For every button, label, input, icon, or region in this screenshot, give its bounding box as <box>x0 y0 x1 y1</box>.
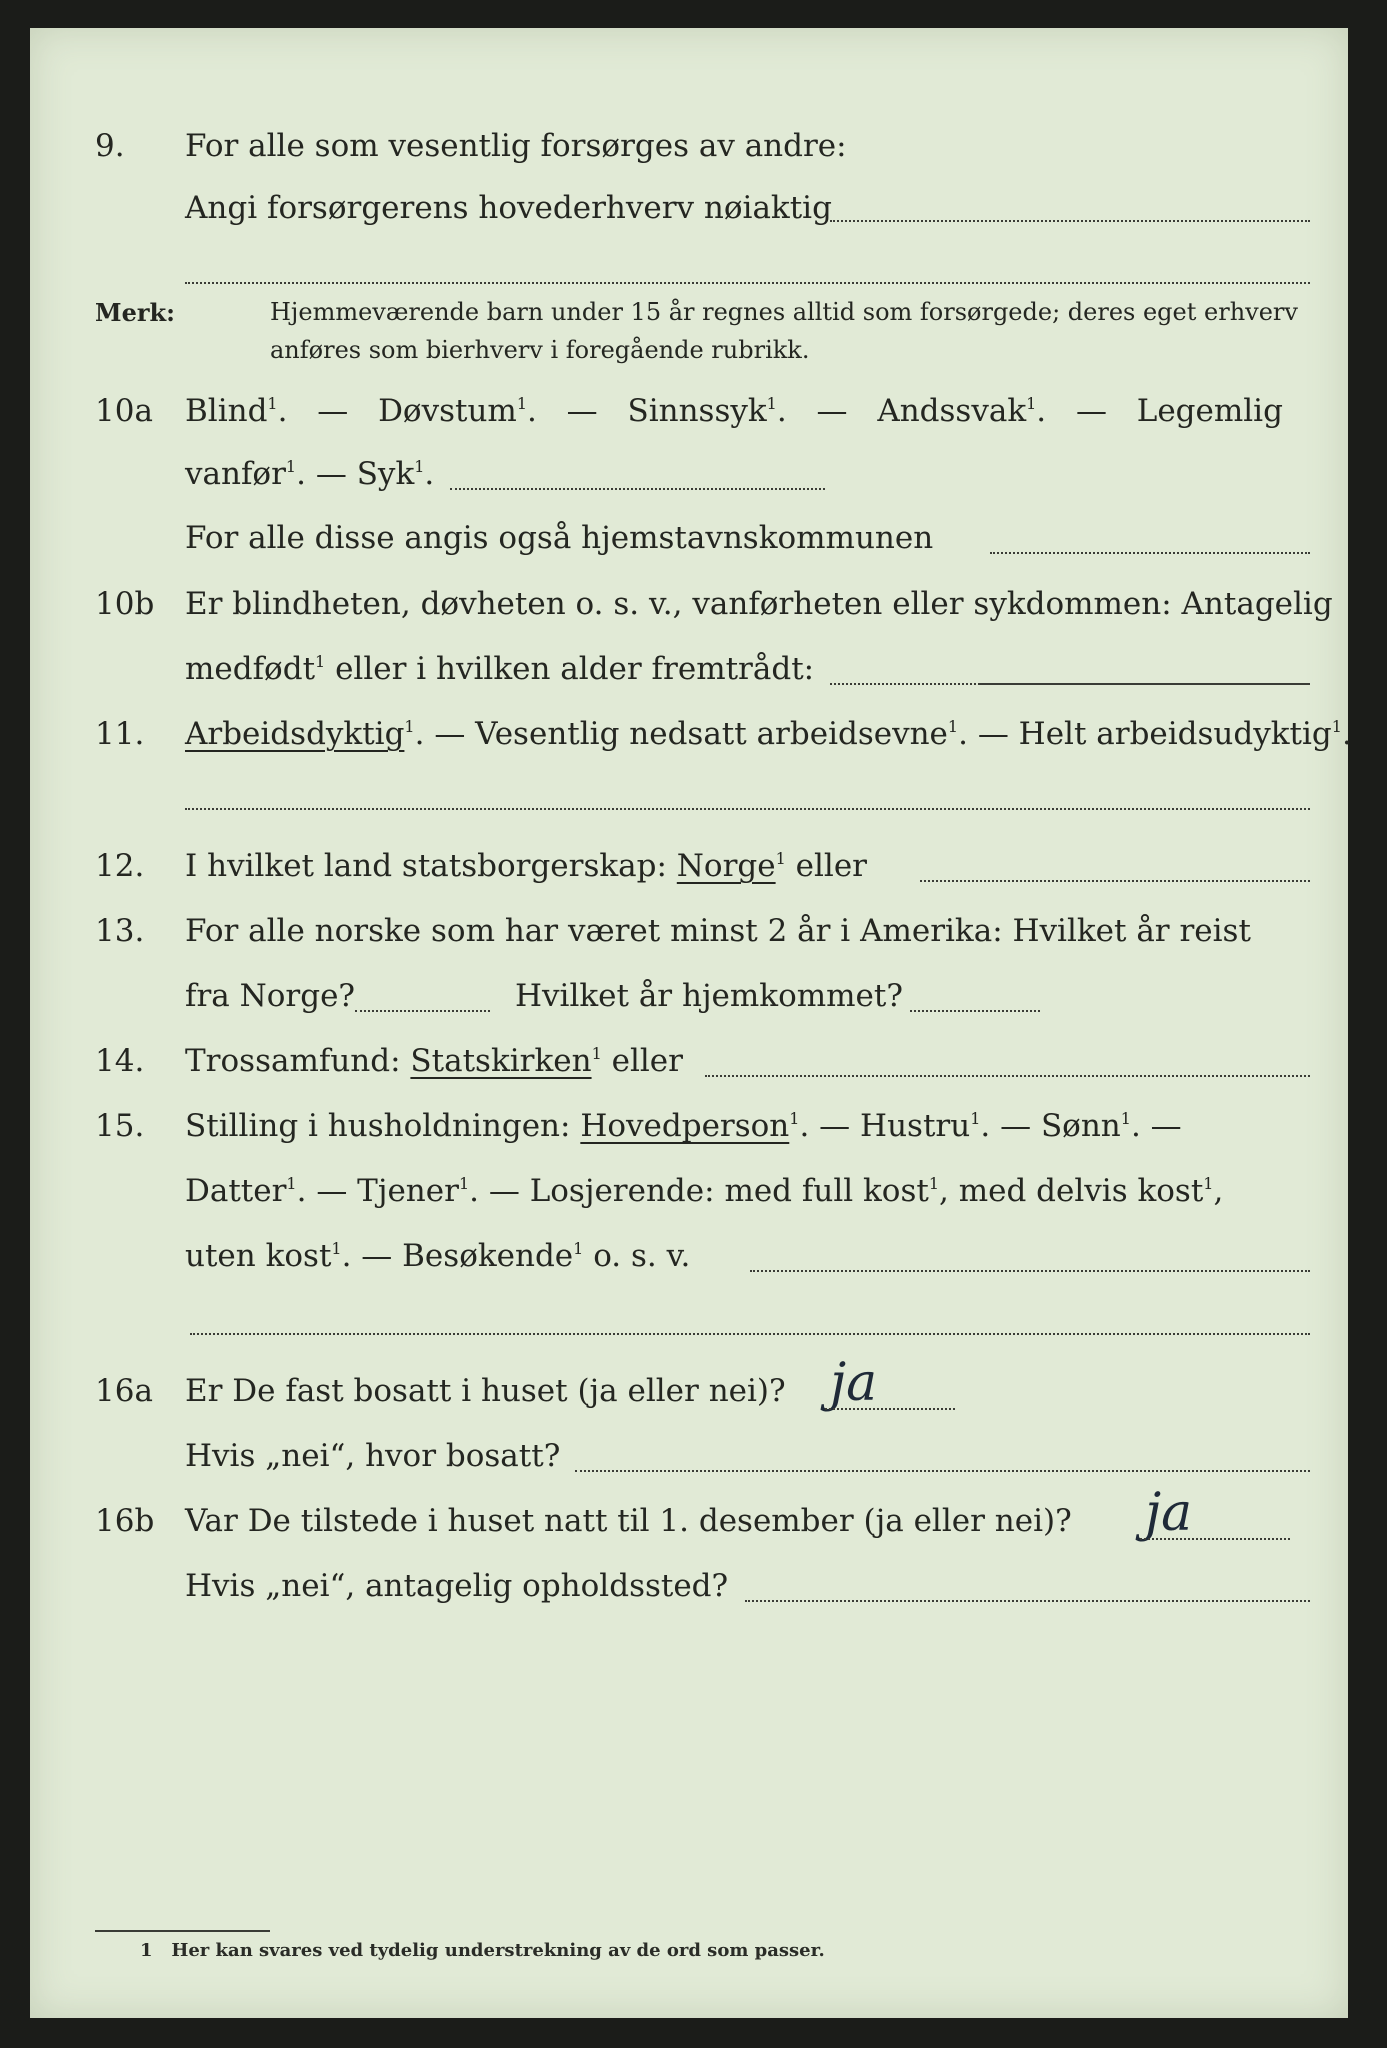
answer-line[interactable] <box>575 1470 1310 1472</box>
answer-line[interactable] <box>355 1010 490 1012</box>
dash: — <box>816 393 848 429</box>
census-form-page: 9. For alle som vesentlig forsørges av andre: Angi forsørgerens hovederhverv nøiaktig Merk: Hjemmeværende barn under 15 år regnes alltid som forsørgede; deres eget erhverv anføres som bierhverv i foregående rubrikk. 10a Blind$^1$. — Døvstum$^1$. — Sinnssyk$^1$. — Andssvak$^1$. — Legemlig vanfør$^1$. — Syk$^1$. For alle disse angis også hjemstavnskommunen 10b Er blindheten, døvheten o. s. v., vanførheten eller sykdommen: Antagelig medfødt$^1$ eller i hvilken alder fremtrådt: 11. Arbeidsdyktig$^1$. — Vesentlig nedsatt arbeidsevne$^1$. — Helt arbeidsudyktig$^1$. 12. I hvilket land statsborgerskap: Norge$^1$ eller 13. For alle norske som har været minst 2 år i Amerika: Hvilket år reist fra Norge? Hvilket år hjemkommet? 14. Trossamfund: Statskirken$^1$ eller 15. Stilling i husholdningen: Hovedperson$^1$. — Hustru$^1$. — Sønn$^1$. — Datter$^1$. — Tjener$^1$. — Losjerende: med full kost$^1$, med delvis kost$^1$, uten kost$^1$. — Besøkende$^1$ o. s. v. 16a Er De fast bosatt i huset (ja eller nei)? ja Hvis „nei“, hvor bosatt? 16b Var De tilstede i huset natt til 1. desember (ja eller nei)? ja Hvis „nei“, antagelig opholdssted? 1 Her kan svares ved tydelig understrekning av de ord som passer. <box>30 28 1348 2018</box>
option-legemlig[interactable]: Legemlig <box>1136 393 1283 429</box>
question-text: Er blindheten, døvheten o. s. v., vanførheten eller sykdommen: Antagelig <box>185 586 1333 622</box>
answer-line[interactable] <box>1140 1538 1290 1540</box>
question-text: For alle norske som har været minst 2 år i Amerika: Hvilket år reist <box>185 913 1251 949</box>
question-text: Er De fast bosatt i huset (ja eller nei)? <box>185 1373 786 1409</box>
footnote: 1 Her kan svares ved tydelig understrekning av de ord som passer. <box>140 1940 825 1961</box>
question-text: For alle disse angis også hjemstavnskommunen <box>185 520 934 556</box>
note-text: anføres som bierhverv i foregående rubrikk. <box>270 336 810 364</box>
option-norge[interactable]: Norge <box>676 848 776 884</box>
option-uten-kost[interactable]: uten kost <box>185 1238 332 1274</box>
question-text: medfødt$^1$ eller i hvilken alder fremtrådt: <box>185 651 815 687</box>
answer-line[interactable] <box>920 880 1310 882</box>
question-number: 14. <box>95 1043 145 1079</box>
answer-line[interactable] <box>750 1270 1310 1272</box>
option-besokende[interactable]: Besøkende <box>402 1238 574 1274</box>
question-number: 10a <box>95 393 153 429</box>
option-syk[interactable]: Syk$^1$. <box>356 456 435 492</box>
answer-line[interactable] <box>830 683 980 685</box>
question-text: Hvis „nei“, hvor bosatt? <box>185 1438 561 1474</box>
question-number: 16a <box>95 1373 153 1409</box>
question-text: For alle som vesentlig forsørges av andre: <box>185 128 847 164</box>
handwritten-answer: ja <box>1145 1483 1193 1543</box>
answer-line[interactable] <box>830 220 1310 222</box>
question-number: 10b <box>95 586 155 622</box>
footnote-rule <box>95 1930 270 1932</box>
answer-line[interactable] <box>190 1333 1310 1335</box>
option-delvis-kost[interactable]: med delvis kost <box>958 1173 1204 1209</box>
option-hustru[interactable]: Hustru <box>860 1108 971 1144</box>
answer-line[interactable] <box>450 488 825 490</box>
option-full-kost[interactable]: med full kost <box>724 1173 929 1209</box>
question-number: 16b <box>95 1503 155 1539</box>
note-text: Hjemmeværende barn under 15 år regnes alltid som forsørgede; deres eget erhverv <box>270 298 1298 326</box>
note-label: Merk: <box>95 298 175 327</box>
note-merk <box>95 298 1298 364</box>
question-number: 15. <box>95 1108 145 1144</box>
question-number: 13. <box>95 913 145 949</box>
question-number: 9. <box>95 128 125 164</box>
dash: — <box>566 393 598 429</box>
question-text: Hvilket år hjemkommet? <box>515 978 903 1014</box>
option-arbeidsdyktig[interactable]: Arbeidsdyktig <box>185 716 405 752</box>
option-andssvak[interactable]: Andssvak$^1$. <box>877 393 1047 429</box>
option-sonn[interactable]: Sønn <box>1040 1108 1121 1144</box>
answer-line[interactable] <box>185 808 1310 810</box>
answer-line[interactable] <box>745 1600 1310 1602</box>
option-vanfor[interactable]: vanfør$^1$. <box>185 456 306 492</box>
question-number: 12. <box>95 848 145 884</box>
question-text: Var De tilstede i huset natt til 1. desember (ja eller nei)? <box>185 1503 1072 1539</box>
question-text: Hvis „nei“, antagelig opholdssted? <box>185 1568 729 1604</box>
answer-line[interactable] <box>185 282 1310 284</box>
option-hovedperson[interactable]: Hovedperson <box>580 1108 790 1144</box>
option-dovstum[interactable]: Døvstum$^1$. <box>378 393 537 429</box>
option-statskirken[interactable]: Statskirken <box>410 1043 592 1079</box>
dash: — <box>317 393 349 429</box>
handwritten-answer: ja <box>830 1353 878 1413</box>
answer-line[interactable] <box>705 1075 1310 1077</box>
answer-line[interactable] <box>980 683 1310 685</box>
question-number: 11. <box>95 716 145 752</box>
answer-line[interactable] <box>990 552 1310 554</box>
answer-line[interactable] <box>910 1010 1040 1012</box>
option-tjener[interactable]: Tjener <box>357 1173 459 1209</box>
question-text: Angi forsørgerens hovederhverv nøiaktig <box>185 190 832 226</box>
question-text: fra Norge? <box>185 978 356 1014</box>
option-blind[interactable]: Blind$^1$. <box>185 393 288 429</box>
option-sinnssyk[interactable]: Sinnssyk$^1$. <box>627 393 787 429</box>
option-datter[interactable]: Datter <box>185 1173 287 1209</box>
dash: — <box>1075 393 1107 429</box>
answer-line[interactable] <box>825 1408 955 1410</box>
option-udyktig[interactable]: Helt arbeidsudyktig <box>1018 716 1332 752</box>
option-nedsatt[interactable]: Vesentlig nedsatt arbeidsevne <box>475 716 948 752</box>
